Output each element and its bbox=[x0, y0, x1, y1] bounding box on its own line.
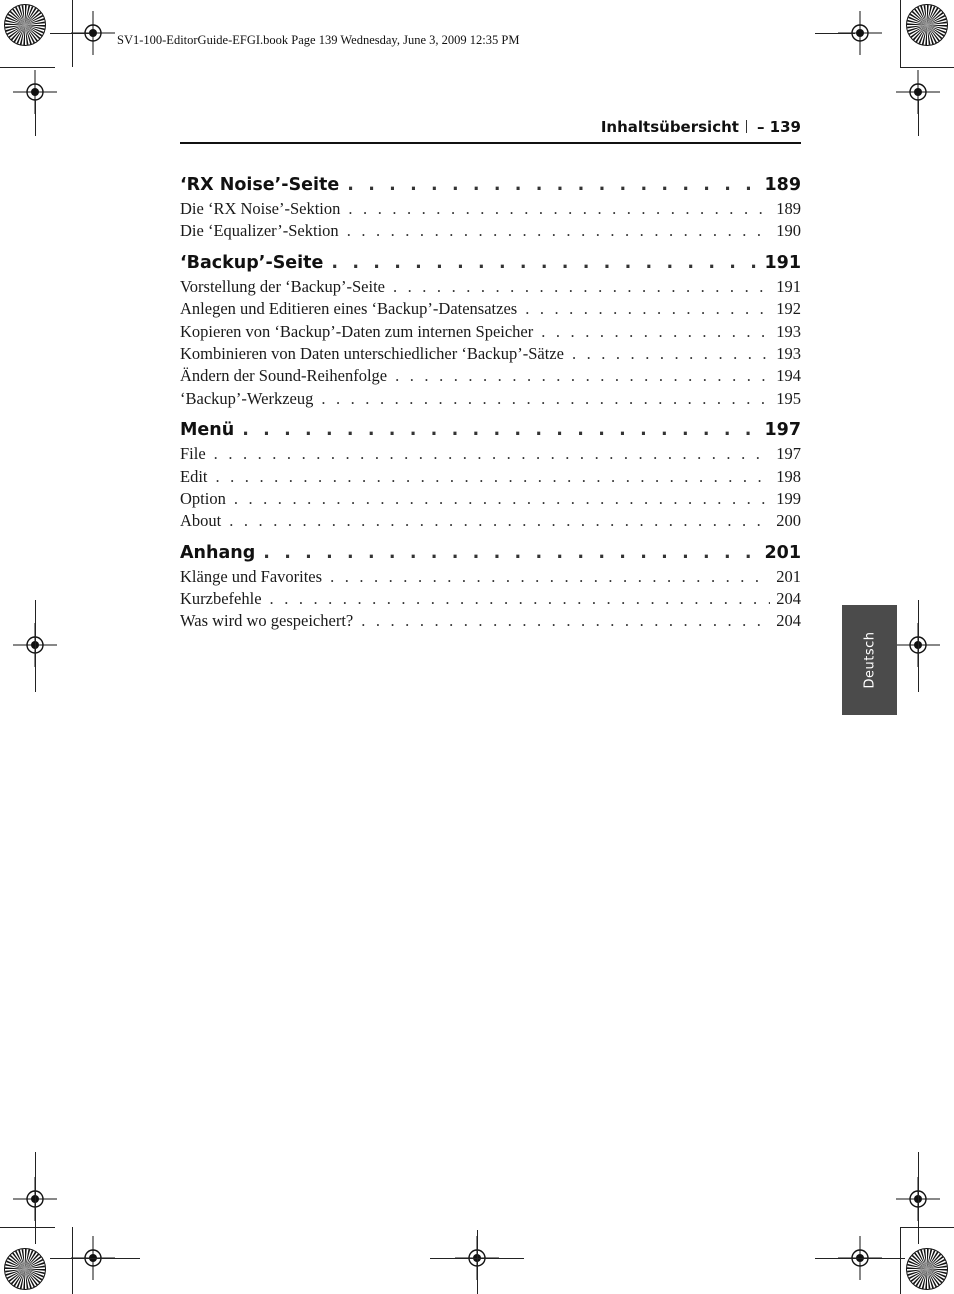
toc-entry[interactable] bbox=[180, 321, 801, 343]
toc-section-title: Anhang bbox=[180, 542, 256, 563]
toc-entry-label: Ändern der Sound-Reihenfolge bbox=[180, 366, 388, 386]
toc-entry-page: 193 bbox=[776, 321, 801, 341]
table-of-contents bbox=[180, 172, 801, 640]
toc-entry-label: Die ‘RX Noise’-Sektion bbox=[180, 199, 341, 218]
running-head-title: Inhaltsübersicht bbox=[600, 118, 739, 136]
toc-section-heading[interactable] bbox=[180, 172, 801, 198]
toc-entry[interactable] bbox=[180, 220, 801, 242]
dot-leader bbox=[229, 510, 770, 532]
language-tab-label: Deutsch bbox=[862, 631, 877, 689]
dot-leader bbox=[263, 540, 758, 566]
language-tab bbox=[842, 605, 897, 715]
dot-leader bbox=[331, 250, 758, 276]
toc-section bbox=[180, 250, 801, 410]
toc-entry[interactable] bbox=[180, 198, 801, 220]
dot-leader bbox=[393, 276, 770, 298]
toc-entry-label: File bbox=[180, 444, 206, 464]
crop-line bbox=[815, 33, 855, 34]
registration-starburst-icon bbox=[4, 4, 46, 46]
toc-entry-label: ‘Backup’-Werkzeug bbox=[180, 388, 314, 408]
toc-entry-label: Kurzbefehle bbox=[180, 589, 262, 609]
registration-starburst-icon bbox=[906, 1248, 948, 1290]
crop-line bbox=[900, 67, 954, 68]
toc-entry-label: Edit bbox=[180, 466, 208, 486]
toc-entry-page: 198 bbox=[776, 466, 801, 486]
toc-entry-page: 195 bbox=[776, 388, 801, 408]
toc-entry[interactable] bbox=[180, 343, 801, 365]
dot-leader bbox=[395, 365, 770, 387]
dot-leader bbox=[330, 566, 770, 588]
toc-section-title: ‘Backup’-Seite bbox=[180, 252, 324, 273]
toc-section bbox=[180, 417, 801, 533]
crop-line bbox=[35, 100, 36, 136]
crop-line bbox=[477, 1230, 478, 1294]
toc-entry-label: About bbox=[180, 511, 222, 531]
toc-entry-label: Was wird wo gespeichert? bbox=[180, 611, 354, 631]
toc-entry-page: 189 bbox=[776, 199, 801, 218]
toc-entry-page: 193 bbox=[776, 343, 801, 363]
toc-entry-page: 199 bbox=[776, 488, 801, 508]
toc-entry-label: Kopieren von ‘Backup’-Daten zum internen Speicher bbox=[180, 321, 534, 341]
toc-entry-page: 197 bbox=[776, 444, 801, 464]
toc-entry-page: 191 bbox=[776, 276, 801, 296]
running-head-separator bbox=[746, 120, 747, 133]
dot-leader bbox=[572, 343, 770, 365]
toc-entry[interactable] bbox=[180, 298, 801, 320]
toc-entry-label: Anlegen und Editieren eines ‘Backup’-Datensatzes bbox=[180, 299, 518, 319]
crop-line bbox=[918, 600, 919, 692]
toc-entry-label: Kombinieren von Daten unterschiedlicher ‘Backup’-Sätze bbox=[180, 343, 564, 363]
running-head bbox=[180, 118, 801, 136]
registration-starburst-icon bbox=[4, 1248, 46, 1290]
crop-line bbox=[50, 1258, 140, 1259]
toc-entry[interactable] bbox=[180, 443, 801, 465]
toc-entry[interactable] bbox=[180, 388, 801, 410]
toc-entry-page: 190 bbox=[776, 221, 801, 241]
toc-section-heading[interactable] bbox=[180, 540, 801, 566]
dot-leader bbox=[242, 417, 758, 443]
dot-leader bbox=[234, 488, 770, 510]
toc-entry-page: 204 bbox=[776, 589, 801, 609]
dot-leader bbox=[541, 321, 770, 343]
toc-entry[interactable] bbox=[180, 510, 801, 532]
toc-entry-label: Klänge und Favorites bbox=[180, 566, 323, 586]
crop-line bbox=[918, 1152, 919, 1244]
crop-line bbox=[900, 1227, 901, 1294]
toc-entry[interactable] bbox=[180, 365, 801, 387]
toc-entry[interactable] bbox=[180, 588, 801, 610]
toc-section-page: 189 bbox=[764, 175, 801, 195]
crop-line bbox=[900, 0, 901, 67]
crop-line bbox=[0, 67, 55, 68]
toc-section-page: 197 bbox=[764, 420, 801, 441]
toc-section-page: 201 bbox=[764, 542, 801, 563]
toc-section bbox=[180, 540, 801, 633]
crop-line bbox=[35, 1152, 36, 1244]
toc-entry-label: Option bbox=[180, 488, 226, 508]
dot-leader bbox=[525, 298, 770, 320]
dot-leader bbox=[216, 466, 771, 488]
crop-line bbox=[900, 1227, 954, 1228]
toc-entry-page: 204 bbox=[776, 611, 801, 631]
dot-leader bbox=[347, 220, 771, 242]
dot-leader bbox=[321, 388, 770, 410]
header-rule bbox=[180, 142, 801, 144]
toc-section-heading[interactable] bbox=[180, 417, 801, 443]
toc-entry-page: 200 bbox=[776, 511, 801, 531]
crop-line bbox=[50, 33, 90, 34]
print-slug: SV1-100-EditorGuide-EFGI.book Page 139 Wednesday, June 3, 2009 12:35 PM bbox=[117, 33, 520, 47]
toc-section-title: ‘RX Noise’-Seite bbox=[180, 175, 340, 195]
crop-line bbox=[815, 1258, 905, 1259]
crop-line bbox=[918, 100, 919, 136]
dot-leader bbox=[270, 588, 771, 610]
toc-section bbox=[180, 172, 801, 243]
dot-leader bbox=[361, 610, 770, 632]
dot-leader bbox=[348, 198, 770, 220]
toc-entry-page: 192 bbox=[776, 299, 801, 319]
toc-entry[interactable] bbox=[180, 466, 801, 488]
toc-entry-label: Vorstellung der ‘Backup’-Seite bbox=[180, 276, 385, 296]
toc-entry-label: Die ‘Equalizer’-Sektion bbox=[180, 221, 339, 241]
crop-line bbox=[72, 1227, 73, 1294]
dot-leader bbox=[214, 443, 771, 465]
dot-leader bbox=[347, 172, 758, 198]
toc-entry[interactable] bbox=[180, 566, 801, 588]
running-head-page: – 139 bbox=[756, 118, 801, 136]
toc-entry-page: 194 bbox=[776, 366, 801, 386]
toc-entry[interactable] bbox=[180, 488, 801, 510]
toc-entry[interactable] bbox=[180, 610, 801, 632]
toc-section-page: 191 bbox=[764, 252, 801, 273]
toc-entry[interactable] bbox=[180, 276, 801, 298]
toc-entry-page: 201 bbox=[776, 566, 801, 586]
registration-starburst-icon bbox=[906, 4, 948, 46]
crop-line bbox=[35, 600, 36, 692]
toc-section-heading[interactable] bbox=[180, 250, 801, 276]
toc-section-title: Menü bbox=[180, 420, 235, 441]
crop-line bbox=[0, 1227, 55, 1228]
